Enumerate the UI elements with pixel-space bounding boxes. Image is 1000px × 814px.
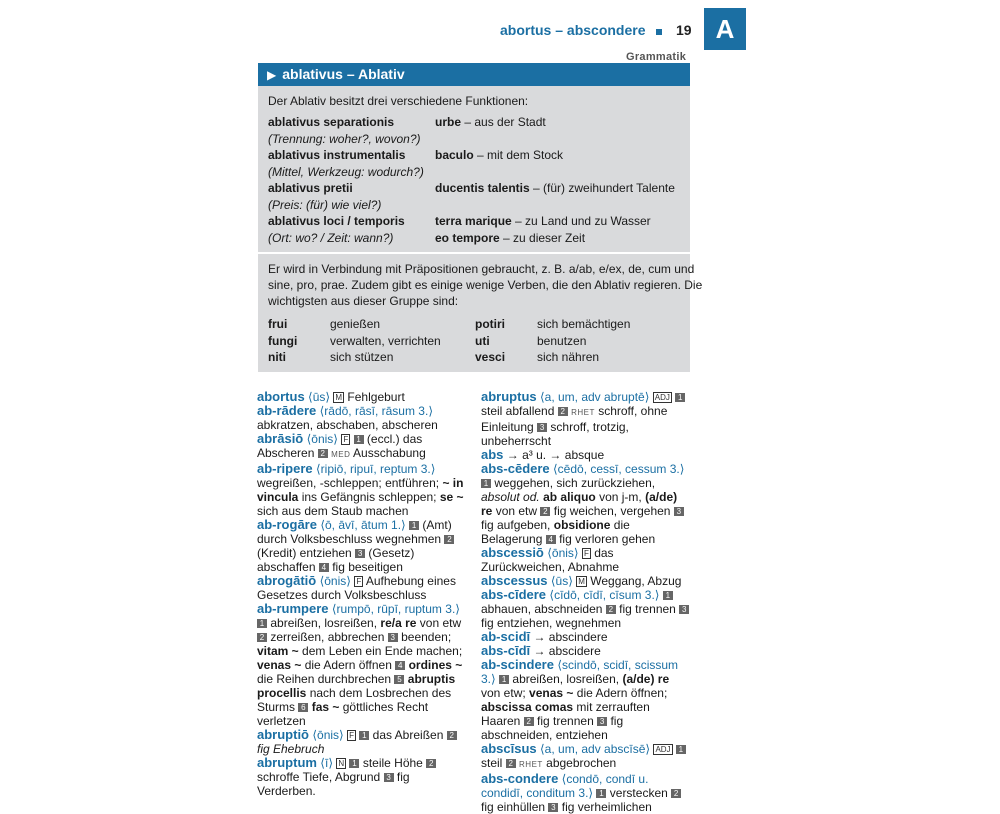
headword: ab-rogāre xyxy=(257,517,317,532)
verb-latin: potiri xyxy=(475,317,505,331)
headword: ab-rādere xyxy=(257,403,317,418)
function-name: ablativus loci / temporis xyxy=(268,214,405,228)
gender-tag: N xyxy=(338,759,345,768)
headword: abruptiō xyxy=(257,727,309,742)
headword: ab-scidī xyxy=(481,629,531,644)
dictionary-entry: abruptum ⟨ī⟩ N 1 steile Höhe 2 schroffe Tiefe, Abgrund 3 fig Verderben. xyxy=(257,756,467,798)
dictionary-entry: abs-condere ⟨condō, condī u. condidī, conditum 3.⟩ 1 verstecken 2 fig einhüllen 3 fig verheimlichen xyxy=(481,772,691,814)
dictionary-entry: abscessus ⟨ūs⟩ M Weggang, Abzug xyxy=(481,573,682,588)
function-example: baculo – mit dem Stock xyxy=(435,148,564,162)
gender-tag: F xyxy=(583,549,589,558)
verb-latin: vesci xyxy=(475,350,506,364)
gender-tag: M xyxy=(335,393,343,402)
headword: ab-scindere xyxy=(481,657,554,672)
dictionary-entry: abs-cēdere ⟨cēdō, cessī, cessum 3.⟩ 1 weggehen, sich zurückziehen, absolut od. ab aliquo von j-m, (a/de) re von etw 2 fig weichen, vergehen 3 fig aufgeben, obsidione die Belagerung 4 fig verloren gehen xyxy=(481,461,685,546)
dictionary-entry: ab-scindere ⟨scindō, scidī, scissum 3.⟩ 1 abreißen, losreißen, (a/de) re von etw; venas ~ die Adern öffnen; abscissa comas mit zerrauften Haaren 2 fig trennen 3 fig abschneiden, entziehen xyxy=(481,657,679,742)
thumb-index-tab: A xyxy=(704,8,746,50)
function-name: ablativus pretii xyxy=(268,181,353,195)
headword: abscessiō xyxy=(481,545,544,560)
function-name: ablativus separationis xyxy=(268,115,395,129)
dictionary-entry: abs-cīdere ⟨cīdō, cīdī, cīsum 3.⟩ 1 abhauen, abschneiden 2 fig trennen 3 fig entziehen, wegnehmen xyxy=(481,588,691,630)
verb-german: benutzen xyxy=(537,334,587,348)
page-number: 19 xyxy=(676,22,692,38)
gender-tag: F xyxy=(349,731,354,740)
verb-latin: fungi xyxy=(268,334,298,348)
dictionary-entry: abrogātiō ⟨ōnis⟩ F Aufhebung eines Gesetzes durch Volksbeschluss xyxy=(257,573,456,602)
headword: abs-cīdī xyxy=(481,643,531,658)
running-head: abortus – abscondere xyxy=(500,22,646,38)
headword: abrogātiō xyxy=(257,573,317,588)
gender-tag: F xyxy=(356,577,362,586)
function-example: eo tempore – zu dieser Zeit xyxy=(435,231,586,245)
preposition-text: wichtigsten aus dieser Gruppe sind: xyxy=(268,294,459,308)
verb-german: sich bemächtigen xyxy=(537,317,631,331)
dictionary-entry: abs → a³ u. → absque xyxy=(481,447,605,462)
dictionary-entry: ab-rogāre ⟨ō, āvī, ātum 1.⟩ 1 (Amt) durch Volksbeschluss wegnehmen 2 (Kredit) entziehen 3 (Gesetz) abschaffen 4 fig beseitigen xyxy=(257,518,467,574)
verb-german: sich nähren xyxy=(537,350,600,364)
function-question: (Mittel, Werkzeug: wodurch?) xyxy=(268,165,424,179)
headword: abruptus xyxy=(481,389,537,404)
pos-tag: ADJ xyxy=(655,745,671,754)
headword: ab-ripere xyxy=(257,461,313,476)
bullet-icon xyxy=(656,29,662,35)
dictionary-entry: abscīsus ⟨a, um, adv abscīsē⟩ ADJ 1 steil 2 RHET abgebrochen xyxy=(481,742,691,772)
headword: abs-cīdere xyxy=(481,587,547,602)
preposition-text: sine, pro, prae. Zudem gibt es einige wenige Verben, die den Ablativ regieren. Die xyxy=(268,278,703,292)
dictionary-column-left xyxy=(257,390,467,798)
headword: abrāsiō xyxy=(257,431,304,446)
verb-german: sich stützen xyxy=(330,350,394,364)
grammar-intro: Der Ablativ besitzt drei verschiedene Funktionen: xyxy=(268,94,529,108)
function-example: terra marique – zu Land und zu Wasser xyxy=(435,214,651,228)
function-name: ablativus instrumentalis xyxy=(268,148,406,162)
function-question: (Ort: wo? / Zeit: wann?) xyxy=(268,231,394,245)
dictionary-entry: ab-rādere ⟨rādō, rāsī, rāsum 3.⟩ abkratzen, abschaben, abscheren xyxy=(257,403,438,432)
grammar-box-title xyxy=(258,63,690,86)
dictionary-entry: ab-scidī → abscindere xyxy=(481,629,608,644)
dictionary-column-right xyxy=(481,390,691,814)
dictionary-entry: abrāsiō ⟨ōnis⟩ F 1 (eccl.) das Abscheren 2 MED Ausschabung xyxy=(257,431,426,460)
dictionary-entry: abortus ⟨ūs⟩ M Fehlgeburt xyxy=(257,389,405,404)
headword: abruptum xyxy=(257,755,317,770)
gender-tag: M xyxy=(578,577,585,586)
verb-latin: uti xyxy=(475,334,490,348)
headword: abscīsus xyxy=(481,741,537,756)
grammar-title-text: ablativus – Ablativ xyxy=(282,66,405,82)
function-question: (Trennung: woher?, wovon?) xyxy=(268,132,421,146)
function-example: urbe – aus der Stadt xyxy=(435,115,546,129)
verb-latin: niti xyxy=(268,350,286,364)
dictionary-entry: abruptiō ⟨ōnis⟩ F 1 das Abreißen 2 fig Ehebruch xyxy=(257,728,467,756)
dictionary-entry: abs-cīdī → abscidere xyxy=(481,643,601,658)
dictionary-entry: abscessiō ⟨ōnis⟩ F das Zurückweichen, Abnahme xyxy=(481,545,620,574)
verb-german: genießen xyxy=(330,317,381,331)
pos-tag: ADJ xyxy=(654,393,670,402)
dictionary-entry: ab-ripere ⟨ripiō, ripuī, reptum 3.⟩ wegreißen, -schleppen; entführen; ~ in vincula ins Gefängnis schleppen; se ~ sich aus dem Staub machen xyxy=(257,461,464,518)
headword: abs-condere xyxy=(481,771,559,786)
headword: abscessus xyxy=(481,573,548,588)
gender-tag: F xyxy=(343,435,349,444)
triangle-right-icon: ▶ xyxy=(267,68,277,82)
headword: abs xyxy=(481,447,504,462)
verb-german: verwalten, verrichten xyxy=(330,334,441,348)
headword: abs-cēdere xyxy=(481,461,550,476)
function-question: (Preis: (für) wie viel?) xyxy=(268,198,382,212)
headword: abortus xyxy=(257,389,305,404)
section-label: Grammatik xyxy=(626,51,687,63)
headword: ab-rumpere xyxy=(257,601,329,616)
dictionary-entry: abruptus ⟨a, um, adv abruptē⟩ ADJ 1 steil abfallend 2 RHET schroff, ohne Einleitung 3 schroff, trotzig, unbeherrscht xyxy=(481,390,691,448)
preposition-text: Er wird in Verbindung mit Präpositionen gebraucht, z. B. a/ab, e/ex, de, cum und xyxy=(268,262,695,276)
verb-latin: frui xyxy=(268,317,288,331)
dictionary-entry: ab-rumpere ⟨rumpō, rūpī, ruptum 3.⟩ 1 abreißen, losreißen, re/a re von etw 2 zerreißen, abbrechen 3 beenden; vitam ~ dem Leben ein Ende machen; venas ~ die Adern öffnen 4 ordines ~ die Reihen durchbrechen 5 abruptis procellis nach dem Losbrechen des Sturms 6 fas ~ göttliches Recht verletzen xyxy=(257,601,463,728)
function-example: ducentis talentis – (für) zweihundert Talente xyxy=(435,181,675,195)
